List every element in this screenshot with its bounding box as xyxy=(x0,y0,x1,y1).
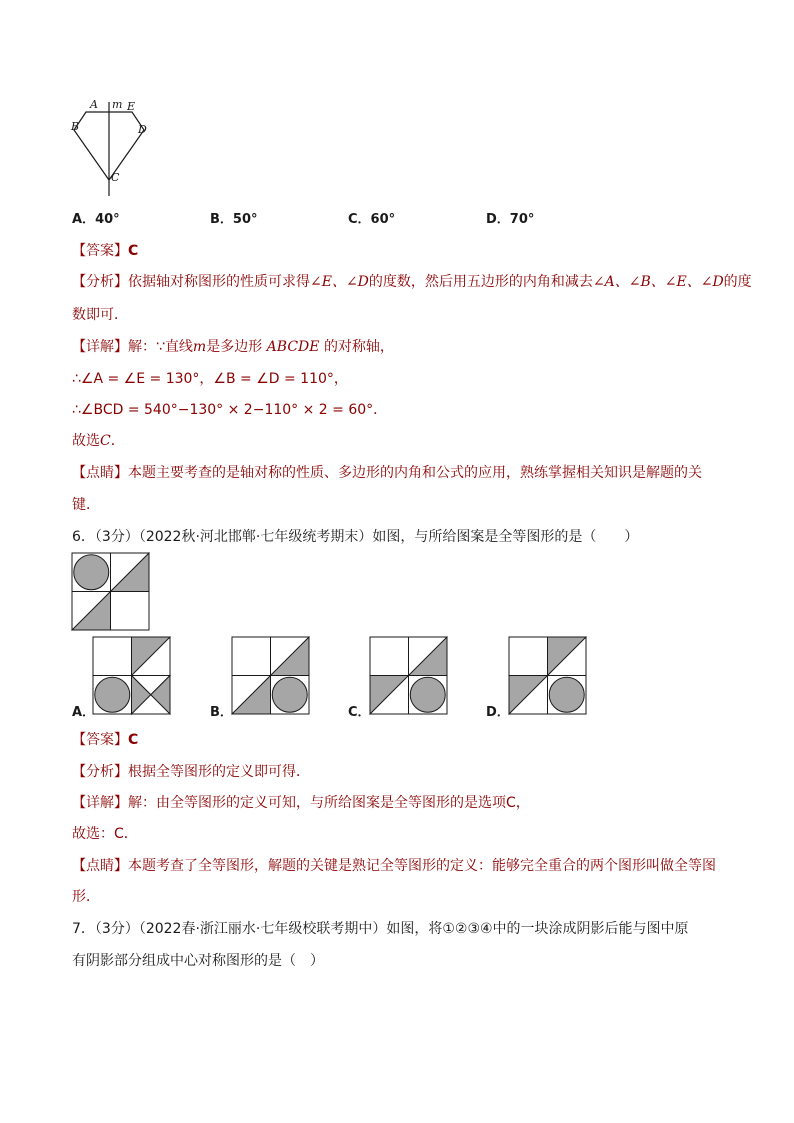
q6-option-d-label: D． xyxy=(486,705,510,720)
label-B: B xyxy=(71,120,80,133)
q6-option-b-label: B． xyxy=(210,705,233,720)
q6-answer: 【答案】C xyxy=(72,732,139,748)
q5-detail: 【详解】解：∵直线m是多边形 ABCDE 的对称轴， xyxy=(72,339,394,355)
q6-option-c-figure xyxy=(370,637,447,714)
q7-question-line1: 7．（3分）（2022春·浙江丽水·七年级校联考期中）如图，将①②③④中的一块涂成阴影后能与图中原 xyxy=(72,921,689,937)
q5-comment: 【点睛】本题主要考查的是轴对称的性质、多边形的内角和公式的应用，熟练掌握相关知识是解题的关 xyxy=(72,465,702,481)
q5-option-d: D．70° xyxy=(486,212,535,227)
q5-step1: ∴∠A = ∠E = 130°，∠B = ∠D = 110°， xyxy=(72,371,348,387)
label-C: C xyxy=(111,171,120,184)
q6-option-b-figure xyxy=(232,637,309,714)
q7-question-line2: 有阴影部分组成中心对称图形的是（ ） xyxy=(72,953,324,969)
q5-option-b: B．50° xyxy=(210,212,258,227)
q6-option-a-figure xyxy=(93,637,170,714)
q5-analysis-line2: 数即可． xyxy=(72,307,128,323)
q6-comment: 【点睛】本题考查了全等图形，解题的关键是熟记全等图形的定义：能够完全重合的两个图形叫做全等图 xyxy=(72,858,716,874)
q5-step2: ∴∠BCD = 540°−130° × 2−110° × 2 = 60°． xyxy=(72,402,388,418)
pentagon-figure xyxy=(64,96,164,196)
q6-option-d-figure xyxy=(509,637,586,714)
q5-analysis: 【分析】依据轴对称图形的性质可求得∠E、∠D的度数，然后用五边形的内角和减去∠A、∠B、∠E、∠D的度 xyxy=(72,274,752,290)
q5-option-c: C．60° xyxy=(348,212,396,227)
q6-option-c-label: C． xyxy=(348,705,371,720)
label-m: m xyxy=(112,98,123,111)
q6-analysis: 【分析】根据全等图形的定义即可得． xyxy=(72,764,310,780)
label-E: E xyxy=(127,100,136,113)
q5-answer: 【答案】C xyxy=(72,243,139,259)
label-D: D xyxy=(138,123,147,136)
q6-option-a-label: A． xyxy=(72,705,96,720)
q6-reference-figure xyxy=(72,553,149,630)
q6-detail: 【详解】解：由全等图形的定义可知，与所给图案是全等图形的是选项C， xyxy=(72,795,530,811)
q5-choose: 故选C． xyxy=(72,433,125,449)
q5-comment-line2: 键． xyxy=(72,497,100,513)
q6-comment-line2: 形． xyxy=(72,889,100,905)
q6-question: 6．（3分）（2022秋·河北邯郸·七年级统考期末）如图，与所给图案是全等图形的是（ ） xyxy=(72,529,639,545)
q5-option-a: A．40° xyxy=(72,212,120,227)
q6-choose: 故选：C． xyxy=(72,826,138,842)
label-A: A xyxy=(90,98,98,111)
